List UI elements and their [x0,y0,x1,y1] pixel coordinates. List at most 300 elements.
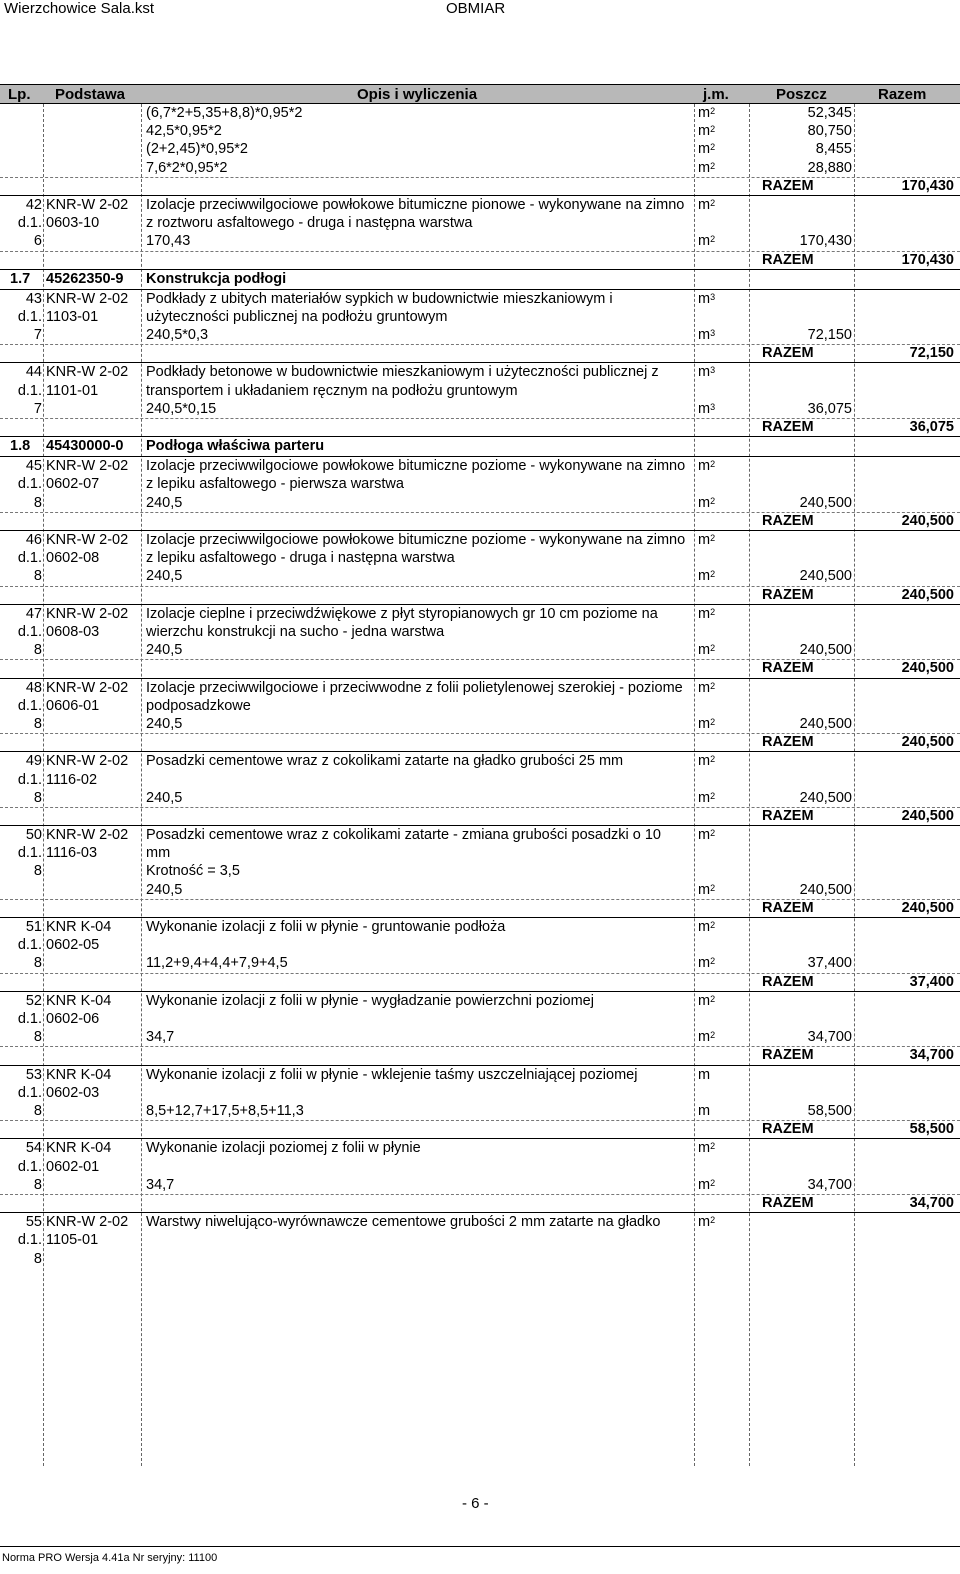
calc-quantity: 58,500 [807,1102,852,1119]
unit-symbol: m [698,1176,711,1193]
razem-label: RAZEM [762,734,814,751]
razem-row [0,1120,960,1138]
unit-symbol: m [698,1066,711,1083]
unit-cell [698,140,715,158]
item-number-line: d.1. [17,308,42,325]
calc-line [0,400,960,418]
basis-code: 0603-10 [46,215,100,232]
calc-expression: 7,6*2*0,95*2 [146,159,228,176]
item-basis [46,1066,111,1102]
unit-symbol: m [698,290,711,307]
basis-code: 0602-06 [46,1011,100,1027]
item-number-line: d.1. [17,845,42,862]
calc-quantity: 240,500 [799,642,852,659]
unit-symbol: m [698,955,711,972]
calc-expression: 240,5 [146,642,183,659]
item-basis [46,196,128,232]
footer-divider [0,1546,960,1547]
calc-expression: 170,43 [146,233,191,250]
unit-symbol: m [698,458,711,475]
calc-quantity: 37,400 [807,955,852,972]
unit-exponent: 3 [710,365,716,376]
calc-quantity: 34,700 [807,1029,852,1046]
unit-cell [698,1102,710,1120]
unit-exponent: 3 [710,401,716,412]
item-number-line: 6 [33,233,42,250]
basis-code: 0602-05 [46,937,100,954]
razem-label: RAZEM [762,973,814,990]
calc-expression: 240,5 [146,881,183,898]
unit-cell [698,1139,715,1157]
unit-exponent: 2 [710,124,716,135]
col-lp: Lp. [8,86,31,103]
item-number-line: 46 [25,532,42,548]
basis-catalog: KNR K-04 [46,992,112,1009]
table-row [0,917,960,973]
razem-label: RAZEM [762,177,814,194]
razem-row [0,733,960,751]
basis-code: 1116-03 [46,845,98,862]
page-title: OBMIAR [446,0,506,17]
item-description: Izolacje cieplne i przeciwdźwiękowe z płyt styropianowych gr 10 cm poziome na wierzchu konstrukcji na sucho - jedna warstwa [146,605,658,640]
item-number-line: 7 [33,327,42,344]
unit-exponent: 2 [710,716,716,727]
calc-line [0,954,960,972]
item-number [2,1213,42,1268]
unit-cell [698,918,715,936]
calc-expression: (2+2,45)*0,95*2 [146,141,248,158]
unit-cell [698,196,715,214]
basis-code: 1105-01 [46,1232,99,1249]
unit-cell [698,1028,715,1046]
item-number-line: 49 [25,753,42,770]
razem-total: 240,500 [901,734,954,751]
unit-cell [698,104,715,122]
unit-symbol: m [698,1029,711,1046]
unit-exponent: 2 [710,533,716,543]
unit-symbol: m [698,1140,711,1157]
item-number-line: d.1. [17,1158,42,1175]
unit-exponent: 2 [710,1215,716,1226]
col-qty: Poszcz [776,86,827,103]
unit-cell [698,363,715,381]
item-header [0,826,960,881]
unit-exponent: 2 [710,1030,716,1041]
item-description: Podkłady z ubitych materiałów sypkich w budownictwie mieszkaniowym i użyteczności publicznej na podłożu gruntowym [146,290,613,325]
item-number-line: 53 [25,1066,42,1083]
section-title: Konstrukcja podłogi [146,270,287,287]
item-basis [46,918,111,954]
item-basis [46,457,128,493]
calc-line [0,1176,960,1194]
item-description: Warstwy niwelująco-wyrównawcze cementowe grubości 2 mm zatarte na gładko [146,1214,661,1231]
calc-expression: 240,5*0,15 [146,400,217,417]
razem-total: 34,700 [909,1047,954,1064]
item-number-line: 8 [33,494,42,511]
item-number-line: 8 [33,1102,42,1119]
item-number-line: 51 [25,919,42,936]
item-number-line: d.1. [17,215,42,232]
item-basis [46,1139,111,1175]
col-desc: Opis i wyliczenia [357,86,478,103]
unit-exponent: 2 [710,1141,716,1152]
item-number-line: 44 [25,364,42,381]
unit-exponent: 2 [710,643,716,654]
unit-cell [698,457,715,475]
calc-expression: 240,5 [146,789,183,806]
table-row [0,362,960,418]
item-number-line: 47 [25,605,42,622]
unit-symbol: m [698,400,711,417]
item-number-line: d.1. [17,476,42,493]
calc-quantity: 240,500 [799,881,852,898]
item-description: Podkłady betonowe w budownictwie mieszkaniowym i użyteczności publicznej z transportem i układaniem ręcznym na podłożu gruntowym [146,364,659,399]
item-description: Wykonanie izolacji poziomej z folii w płynie [146,1140,421,1157]
item-number-line: 8 [33,789,42,806]
calc-expression: 240,5 [146,715,183,732]
unit-exponent: 3 [710,328,716,339]
unit-exponent: 2 [710,569,716,580]
section-code: 45262350-9 [46,270,124,287]
table-row [0,530,960,586]
unit-exponent: 2 [710,882,716,893]
item-basis [46,992,111,1028]
unit-exponent: 2 [710,142,716,153]
item-number-line: 55 [25,1214,42,1231]
unit-symbol: m [698,494,711,511]
basis-catalog: KNR-W 2-02 [46,364,129,381]
calc-expression: 34,7 [146,1029,175,1046]
razem-label: RAZEM [762,899,814,916]
unit-cell [698,641,715,659]
table-row [0,678,960,734]
calc-quantity: 52,345 [807,105,852,121]
unit-symbol: m [698,159,711,176]
table-row [0,991,960,1047]
calc-quantity: 240,500 [799,494,852,511]
calc-line [0,326,960,344]
razem-row [0,807,960,825]
item-number-line: 8 [33,1029,42,1046]
razem-row [0,418,960,436]
section-number: 1.7 [10,270,31,287]
unit-exponent: 2 [710,993,716,1004]
item-number-line: 8 [33,568,42,585]
basis-catalog: KNR-W 2-02 [46,290,129,307]
razem-label: RAZEM [762,1121,814,1138]
calc-expression: 34,7 [146,1176,175,1193]
calc-quantity: 34,700 [807,1176,852,1193]
file-name: Wierzchowice Sala.kst [4,0,155,17]
razem-row [0,973,960,991]
basis-code: 1116-02 [46,771,98,788]
item-basis [46,826,128,862]
table-row [0,751,960,807]
unit-exponent: 2 [710,790,716,801]
unit-symbol: m [698,1214,711,1231]
section-code: 45430000-0 [46,438,124,455]
basis-code: 0602-08 [46,550,100,567]
basis-catalog: KNR-W 2-02 [46,196,129,213]
unit-exponent: 2 [710,234,716,245]
item-number-line: 8 [33,642,42,659]
razem-total: 240,500 [901,660,954,677]
basis-code: 0602-03 [46,1084,100,1101]
razem-total: 72,150 [909,345,954,362]
item-number-line: d.1. [17,771,42,788]
calc-line [0,881,960,899]
item-number-line: 8 [33,715,42,732]
col-unit: j.m. [703,86,729,103]
measurement-table [0,104,960,1267]
unit-exponent: 2 [710,106,716,116]
item-description: Izolacje przeciwwilgociowe powłokowe bitumiczne pionowe - wykonywane na zimno z roztworu asfaltowego - druga i następna warstwa [146,196,685,232]
item-description: Wykonanie izolacji z folii w płynie - wygładzanie powierzchni poziomej [146,992,594,1009]
razem-row [0,659,960,677]
item-number-line: d.1. [17,697,42,714]
table-row [0,456,960,512]
unit-symbol: m [698,196,711,213]
item-number-line: 50 [25,827,42,844]
basis-catalog: KNR-W 2-02 [46,1214,129,1231]
unit-exponent: 2 [710,1177,716,1188]
item-number-line: 48 [25,679,42,696]
unit-symbol: m [698,605,711,622]
basis-catalog: KNR-W 2-02 [46,827,129,844]
unit-cell [698,752,715,770]
basis-code: 0602-07 [46,476,100,493]
razem-label: RAZEM [762,345,814,362]
item-number-line: 8 [33,1176,42,1193]
razem-row [0,251,960,269]
calc-line [0,1028,960,1046]
razem-row [0,1194,960,1212]
razem-total: 240,500 [901,899,954,916]
unit-symbol: m [698,827,711,844]
basis-catalog: KNR K-04 [46,1066,112,1083]
calc-quantity: 28,880 [807,159,852,176]
item-basis [46,531,128,567]
razem-row [0,177,960,195]
razem-label: RAZEM [762,419,814,436]
item-description: Izolacje przeciwwilgociowe i przeciwwodne z folii polietylenowej szerokiej - poziome podposadzkowe [146,679,683,714]
unit-cell [698,954,715,972]
calc-expression: 11,2+9,4+4,4+7,9+4,5 [146,955,288,972]
table-row [0,604,960,660]
unit-symbol: m [698,364,711,381]
calc-line [0,494,960,512]
unit-exponent: 2 [710,495,716,506]
unit-cell [698,531,715,549]
razem-total: 58,500 [909,1121,954,1138]
item-number-line: 52 [25,992,42,1009]
unit-cell [698,400,715,418]
unit-cell [698,826,715,844]
unit-cell [698,290,715,308]
item-description: Izolacje przeciwwilgociowe powłokowe bitumiczne poziome - wykonywane na zimno z lepiku asfaltowego - druga i następna warstwa [146,532,686,567]
item-number-line: d.1. [17,623,42,640]
item-number-line: d.1. [17,382,42,399]
item-number-line: 43 [25,290,42,307]
razem-total: 170,430 [901,177,954,194]
item-note: Krotność = 3,5 [146,863,240,880]
column-header-bar [0,84,960,104]
unit-symbol: m [698,233,711,250]
unit-cell [698,232,715,250]
item-basis [46,363,128,399]
calc-quantity: 8,455 [815,141,852,158]
item-number-line: 7 [33,400,42,417]
basis-catalog: KNR-W 2-02 [46,753,129,770]
calc-expression: 240,5*0,3 [146,327,209,344]
basis-code: 0602-01 [46,1158,100,1175]
section-title: Podłoga właściwa parteru [146,438,325,455]
calc-quantity: 72,150 [807,327,852,344]
unit-cell [698,715,715,733]
razem-label: RAZEM [762,512,814,529]
col-basis: Podstawa [55,86,126,103]
unit-symbol: m [698,715,711,732]
item-number-line: 42 [25,196,42,213]
razem-label: RAZEM [762,251,814,268]
unit-cell [698,881,715,899]
razem-label: RAZEM [762,1194,814,1211]
calc-quantity: 240,500 [799,715,852,732]
unit-symbol: m [698,753,711,770]
unit-cell [698,159,715,177]
calc-expression: 42,5*0,95*2 [146,123,222,140]
unit-symbol: m [698,123,711,140]
unit-symbol: m [698,919,711,936]
footer-text: Norma PRO Wersja 4.41a Nr seryjny: 11100 [2,1552,218,1564]
calc-expression: 240,5 [146,494,183,511]
item-description: Posadzki cementowe wraz z cokolikami zatarte - zmiana grubości posadzki o 10 mm [146,827,661,862]
calc-quantity: 80,750 [807,123,852,140]
unit-symbol: m [698,642,711,659]
unit-cell [698,122,715,140]
col-total: Razem [878,86,927,103]
unit-symbol: m [698,881,711,898]
calc-expression: 240,5 [146,568,183,585]
razem-label: RAZEM [762,1047,814,1064]
calc-line [0,1102,960,1120]
razem-label: RAZEM [762,807,814,824]
item-number-line: d.1. [17,1232,42,1249]
unit-cell [698,992,715,1010]
section-number: 1.8 [10,438,31,455]
item-number [2,826,42,881]
table-row [0,195,960,251]
razem-total: 240,500 [901,807,954,824]
unit-cell [698,679,715,697]
unit-exponent: 2 [710,920,716,931]
razem-row [0,512,960,530]
razem-row [0,899,960,917]
unit-cell [698,605,715,623]
basis-code: 0608-03 [46,623,100,640]
calc-quantity: 240,500 [799,568,852,585]
item-number-line: 8 [33,863,42,880]
unit-cell [698,567,715,585]
razem-label: RAZEM [762,586,814,603]
razem-total: 34,700 [909,1194,954,1211]
unit-exponent: 3 [710,291,716,302]
section-row [0,269,960,289]
section-row [0,436,960,456]
item-basis [46,1213,128,1249]
unit-cell [698,1213,715,1231]
item-number-line: 45 [25,458,42,475]
basis-catalog: KNR-W 2-02 [46,532,129,548]
unit-exponent: 2 [710,956,716,967]
basis-catalog: KNR K-04 [46,919,112,936]
unit-symbol: m [698,105,711,121]
basis-catalog: KNR-W 2-02 [46,605,129,622]
unit-exponent: 2 [710,160,716,171]
unit-cell [698,789,715,807]
calc-line [0,641,960,659]
page-number: - 6 - [462,1495,489,1512]
basis-code: 1103-01 [46,308,99,325]
item-number-line: d.1. [17,937,42,954]
unit-symbol: m [698,532,711,548]
item-number-line: d.1. [17,1011,42,1027]
unit-cell [698,494,715,512]
unit-exponent: 2 [710,459,716,470]
razem-label: RAZEM [762,660,814,677]
item-basis [46,679,128,715]
unit-exponent: 2 [710,606,716,617]
calc-quantity: 240,500 [799,789,852,806]
unit-symbol: m [698,992,711,1009]
unit-exponent: 2 [710,754,716,765]
basis-code: 0606-01 [46,697,100,714]
table-row [0,1065,960,1121]
table-row [0,1212,960,1267]
calc-expression: (6,7*2+5,35+8,8)*0,95*2 [146,105,303,121]
unit-exponent: 2 [710,680,716,691]
basis-catalog: KNR-W 2-02 [46,679,129,696]
calc-quantity: 36,075 [807,400,852,417]
item-basis [46,605,128,641]
calc-line [0,715,960,733]
unit-symbol: m [698,141,711,158]
item-description: Izolacje przeciwwilgociowe powłokowe bitumiczne poziome - wykonywane na zimno z lepiku asfaltowego - pierwsza warstwa [146,458,686,493]
calc-expression: 8,5+12,7+17,5+8,5+11,3 [146,1102,304,1119]
razem-total: 170,430 [901,251,954,268]
razem-total: 240,500 [901,586,954,603]
razem-row [0,344,960,362]
calc-line [0,159,960,177]
unit-symbol: m [698,679,711,696]
table-row [0,1138,960,1194]
basis-catalog: KNR-W 2-02 [46,458,129,475]
item-description: Posadzki cementowe wraz z cokolikami zatarte na gładko grubości 25 mm [146,753,624,770]
calc-line [0,140,960,158]
basis-code: 1101-01 [46,382,99,399]
item-header [0,1213,960,1267]
calc-line [0,789,960,807]
razem-row [0,586,960,604]
item-basis [46,752,128,788]
item-number-line: 8 [33,1250,42,1267]
unit-exponent: 2 [710,197,716,208]
item-number-line: d.1. [17,550,42,567]
calc-line [0,232,960,250]
unit-cell [698,1066,710,1084]
unit-symbol: m [698,789,711,806]
unit-symbol: m [698,1102,711,1119]
